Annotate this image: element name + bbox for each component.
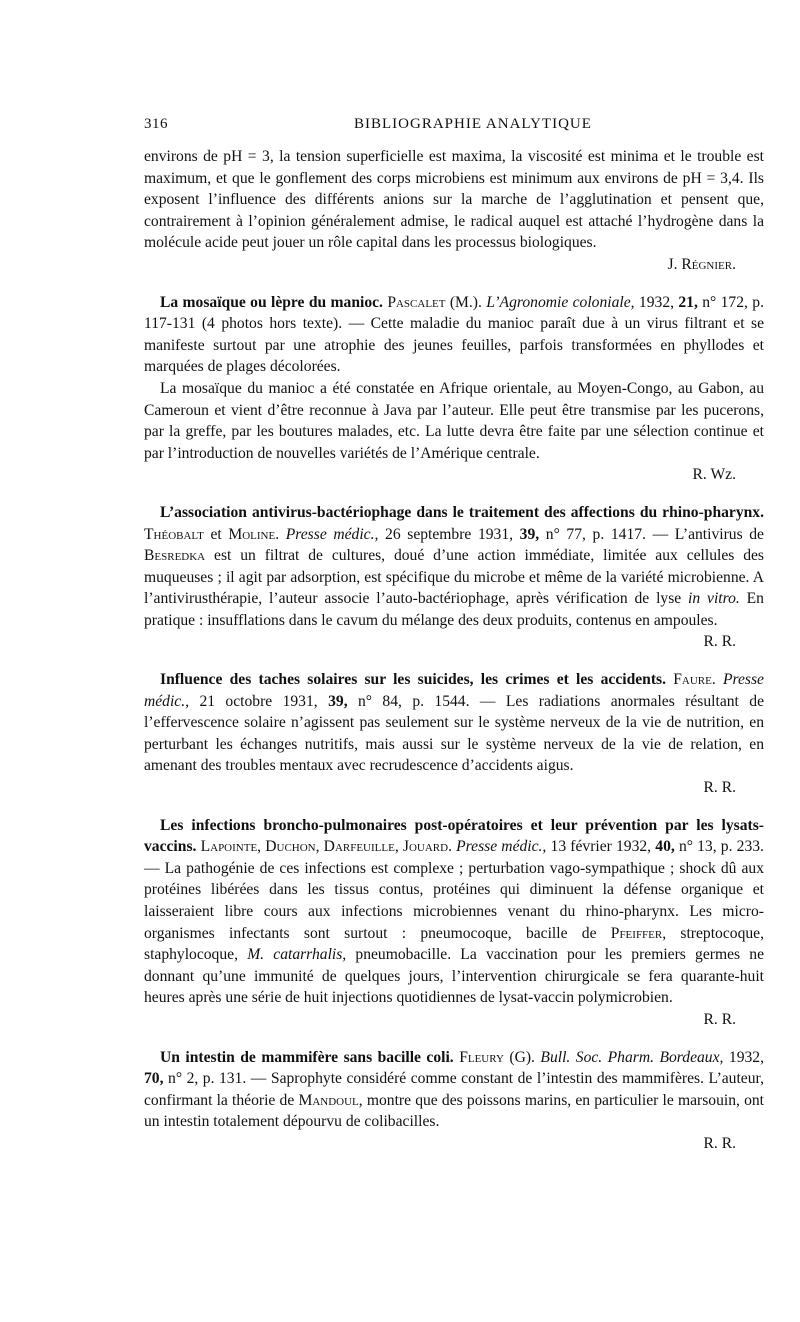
entry-title: Influence des taches solaires sur les suicides, les crimes et les accidents.	[160, 671, 666, 689]
entry-signature: R. Wz.	[692, 466, 736, 484]
entry-signature: R. R.	[703, 1134, 736, 1152]
entry-author: Faure.	[673, 671, 716, 689]
entry-manioc	[144, 292, 764, 486]
entry-journal: Presse médic.,	[144, 671, 764, 710]
intro-paragraph: environs de pH = 3, la tension superficielle est maxima, la viscosité est minima et le trouble est maximum, et que le gonflement des corps microbiens est minimum aux environs de pH = 3,4. Ils exposent l’influence des différents anions sur la marche de l’agglutination et pensent que, contrairement à l’opinion généralement admise, le radical auquel est attaché l’hydrogène dans la molécule acide peut jouer un rôle capital dans les processus biologiques.	[144, 148, 764, 252]
entry-author: Fleury (G).	[459, 1048, 535, 1066]
entry-signature: R. R.	[703, 779, 736, 797]
entry-journal: Bull. Soc. Pharm. Bordeaux,	[540, 1048, 724, 1066]
cited-name: Pfeiffer,	[610, 924, 667, 942]
body-text	[144, 146, 764, 1155]
entry-paragraph-2: La mosaïque du manioc a été constatée en Afrique orientale, au Moyen-Congo, au Gabon, au Cameroun et vient d’être reconnue à Java par l’auteur. Elle peut être transmise par les pucerons, par la greffe, par les boutures malades, etc. La lutte devra être faite par une sélection continue et par l’introduction de nouvelles variétés de l’Amérique centrale.	[144, 379, 764, 462]
entry-paragraph: L’association antivirus-bactériophage dans le traitement des affections du rhino-pharynx. Théobalt et Moline. Presse médic., 26 septembre 1931, 39, n° 77, p. 1417. — L’antivirus de Besredka est un filtrat de cultures, doué d’une action immédiate, limitée aux cellules des muqueuses ; il agit par adsorption, est spécifique du microbe et même de la variété microbienne. A l’antivirusthérapie, l’auteur associe l’auto-bactériophage, après vérification de lyse in vitro. En pratique : insufflations dans le cavum du mélange des deux produits, contenus en ampoules.	[144, 503, 764, 629]
entry-author-2: Moline.	[228, 525, 280, 543]
entry-abstract: n° 172, p. 117-131 (4 photos hors texte). — Cette maladie du manioc paraît due à un virus filtrant et se manifeste surtout par une atrophie des jeunes feuilles, parfois transformées en phyllodes et marquées de plages décolorées.	[144, 293, 764, 376]
entry-journal: Presse médic.,	[456, 838, 547, 856]
entry-paragraph: Influence des taches solaires sur les suicides, les crimes et les accidents. Faure. Presse médic., 21 octobre 1931, 39, n° 84, p. 1544. — Les radiations anormales résultant de l’effervescence solaire n’agissent pas seulement sur le système nerveux de la vie de nutrition, en perturbant les échanges nutritifs, mais aussi sur le système nerveux de la vie de relation, en amenant des troubles mentaux avec recrudescence d’accidents aigus.	[144, 671, 764, 775]
entry-author: Pascalet (M.).	[387, 293, 482, 311]
entry-journal: Presse médic.,	[285, 525, 379, 543]
entry-title: Les infections broncho-pulmonaires post-opératoires et leur prévention par les lysats-vaccins.	[144, 816, 764, 856]
page-number: 316	[144, 116, 168, 132]
entry-broncho-pulmonaires	[144, 815, 764, 1031]
entry-signature: R. R.	[703, 1010, 736, 1028]
cited-name: Mandoul,	[298, 1091, 363, 1109]
entry-intestin	[144, 1047, 764, 1155]
entry-title: L’association antivirus-bactériophage dans le traitement des affections du rhino-pharynx.	[160, 503, 764, 521]
entry-signature: R. R.	[703, 633, 736, 651]
entry-journal: L’Agronomie coloniale,	[486, 293, 635, 311]
entry-taches-solaires	[144, 669, 764, 799]
entry-title: La mosaïque ou lèpre du manioc.	[160, 293, 383, 311]
running-title: BIBLIOGRAPHIE ANALYTIQUE	[354, 116, 592, 132]
cited-name: Besredka	[144, 547, 206, 565]
entry-author: Théobalt	[144, 525, 204, 543]
page-header	[144, 116, 764, 136]
entry-title: Un intestin de mammifère sans bacille coli.	[160, 1048, 454, 1066]
entry-antivirus	[144, 502, 764, 653]
intro-signature: J. Régnier.	[667, 255, 736, 273]
intro-section	[144, 146, 764, 276]
entry-paragraph: Un intestin de mammifère sans bacille coli. Fleury (G). Bull. Soc. Pharm. Bordeaux, 1932, 70, n° 2, p. 131. — Saprophyte considéré comme constant de l’intestin des mammifères. L’auteur, confirmant la théorie de Mandoul, montre que des poissons marins, en particulier le marsouin, ont un intestin totalement dépourvu de colibacilles.	[144, 1048, 765, 1131]
entry-abstract: n° 84, p. 1544. — Les radiations anormales résultant de l’effervescence solaire n’agissent pas seulement sur le système nerveux de la vie de nutrition, en perturbant les échanges nutritifs, mais aussi sur le système nerveux de la vie de relation, en amenant des troubles mentaux avec recrudescence d’accidents aigus.	[144, 692, 764, 775]
entry-paragraph: La mosaïque ou lèpre du manioc. Pascalet (M.). L’Agronomie coloniale, 1932, 21, n° 172, p. 117-131 (4 photos hors texte). — Cette maladie du manioc paraît due à un virus filtrant et se manifeste surtout par une atrophie des jeunes feuilles, parfois transformées en phyllodes et marquées de plages décolorées.	[144, 293, 764, 376]
entry-paragraph: Les infections broncho-pulmonaires post-opératoires et leur prévention par les lysats-vaccins. Lapointe, Duchon, Darfeuille, Jouard. Presse médic., 13 février 1932, 40, n° 13, p. 233. — La pathogénie de ces infections est complexe ; perturbation vago-sympathique ; shock dû aux protéines libérées dans les tissus contus, protéines qui diminuent la défense organique et laisseraient libre cours aux infections microbiennes venant du rhino-pharynx. Les micro-organismes infectants sont surtout : pneumocoque, bacille de Pfeiffer, streptocoque, staphylocoque, M. catarrhalis, pneumobacille. La vaccination pour les premiers germes ne donnant qu’une immunité de quelques jours, l’intervention chirurgicale se fera quarante-huit heures après une série de huit injections quotidiennes de lysat-vaccin polymicrobien.	[144, 816, 764, 1007]
entry-authors: Lapointe, Duchon, Darfeuille, Jouard.	[200, 838, 452, 856]
